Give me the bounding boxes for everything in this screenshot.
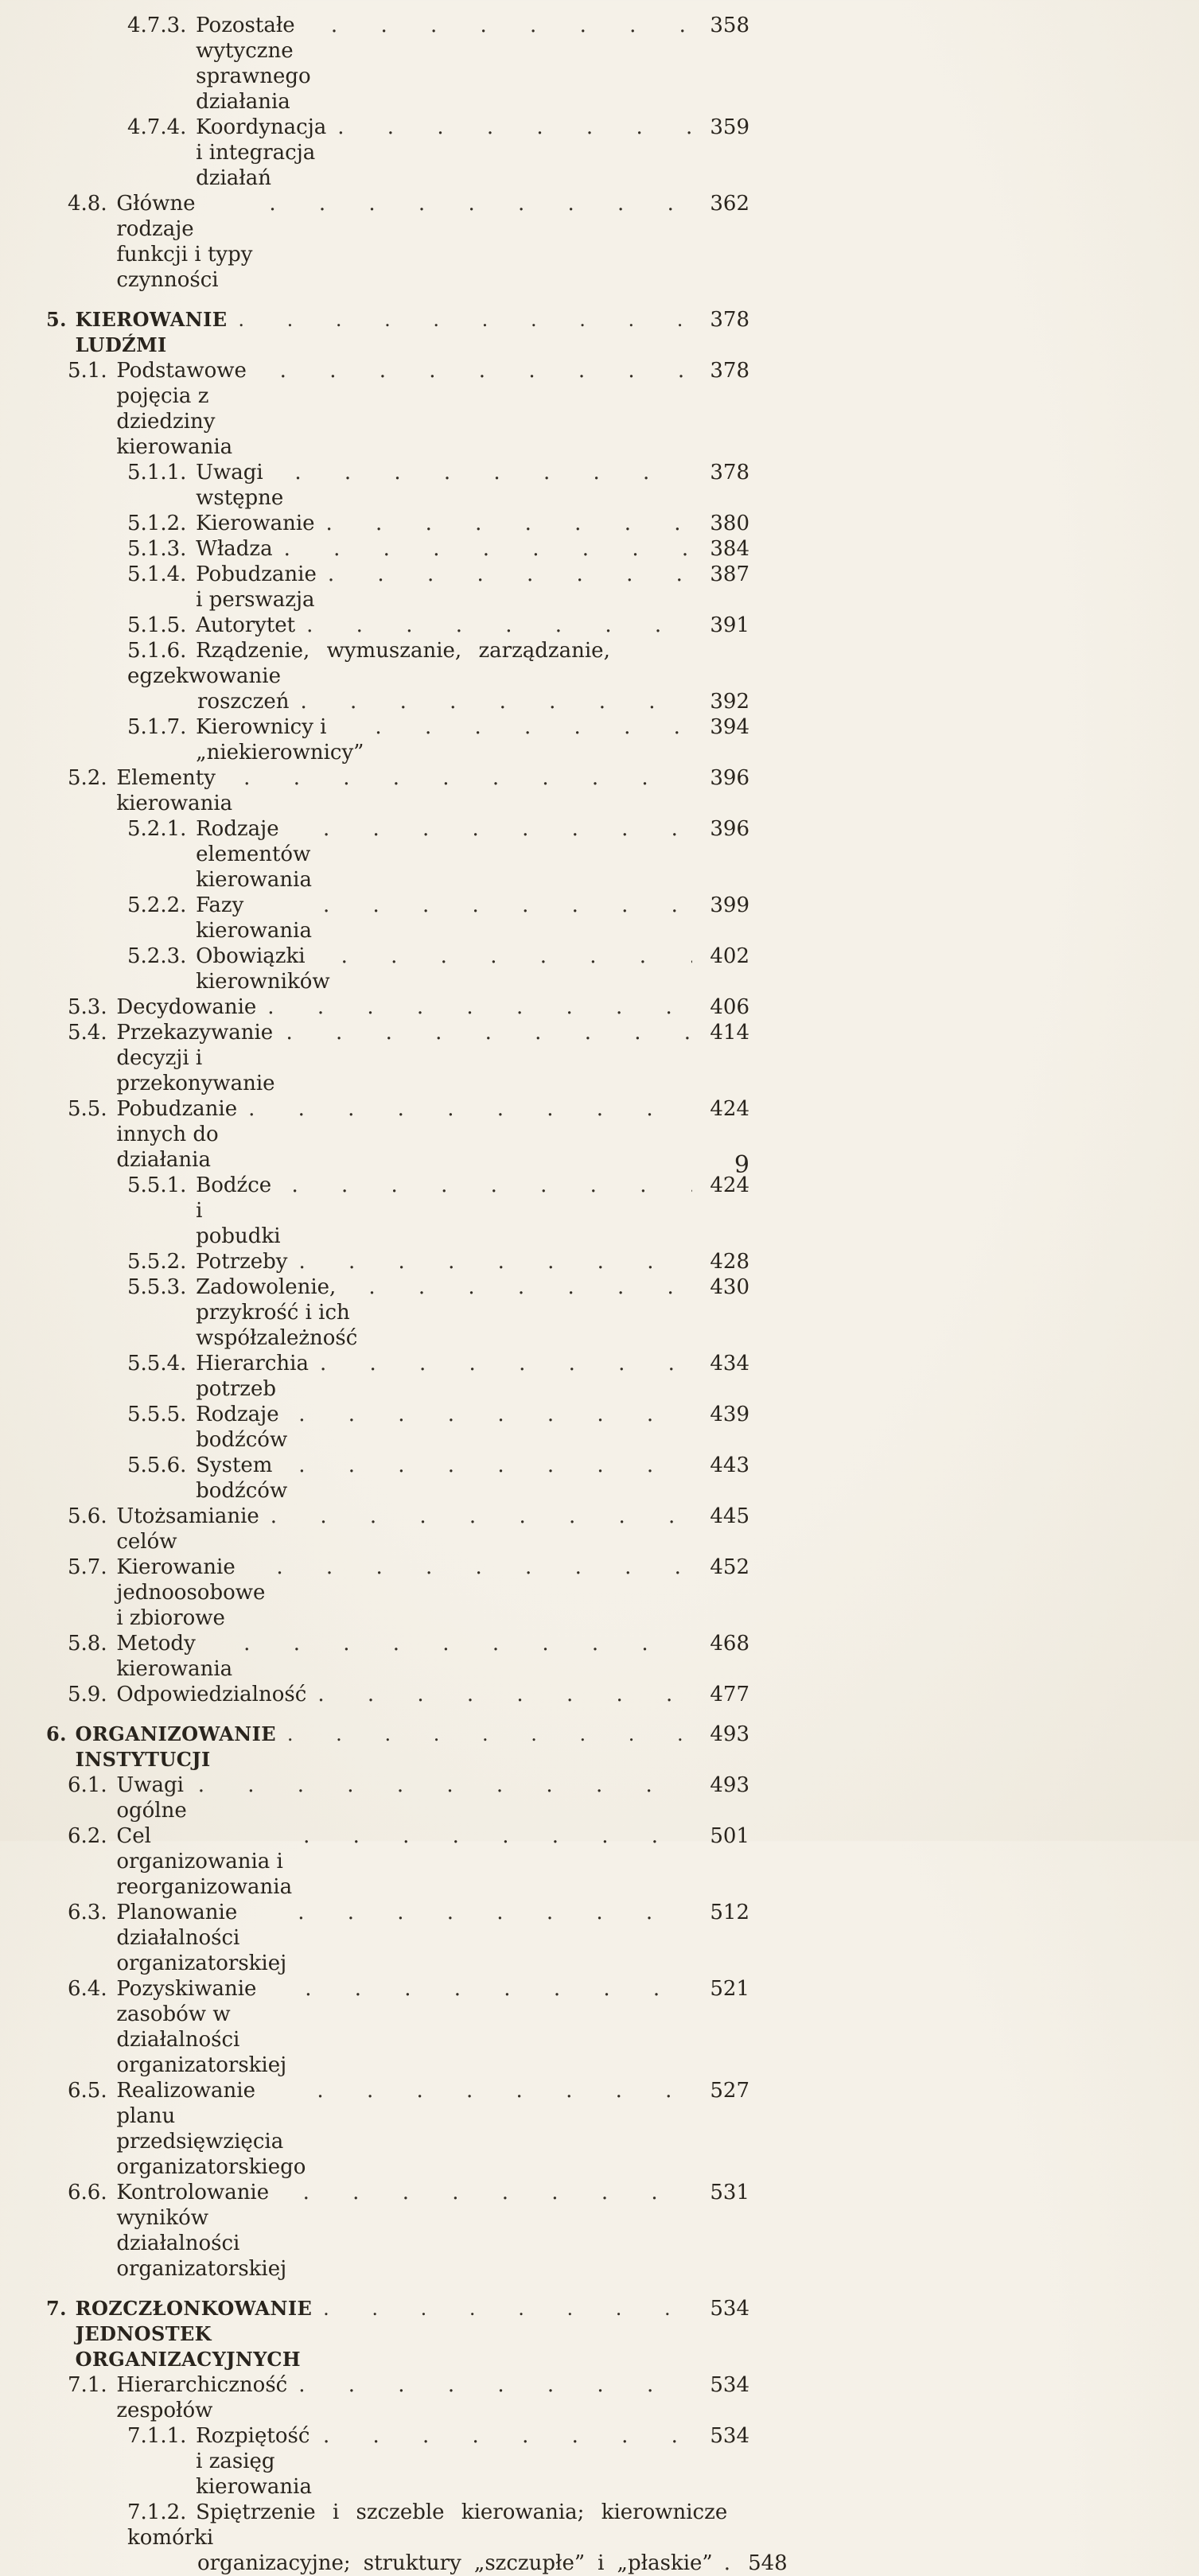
toc-entry-number: 5.2.: [68, 766, 107, 790]
toc-entry: [46, 2296, 749, 2372]
toc-entry-number: 6.3.: [68, 1901, 107, 1924]
toc-entry: [127, 613, 749, 638]
toc-entry: [68, 994, 749, 1020]
toc-entry: [68, 1682, 749, 1707]
toc-entry-page-number: 424: [710, 1173, 749, 1197]
dot-leader: [364, 714, 692, 740]
dot-leader: [713, 2551, 730, 2576]
toc-entry-first-line: [127, 2500, 749, 2551]
toc-entry-number: 6.2.: [68, 1824, 107, 1848]
dot-leader: [275, 1020, 692, 1045]
toc-entry: [127, 1173, 749, 1249]
toc-entry-page-number: 443: [710, 1453, 749, 1477]
toc-entry-title: Kierowanie jednoosobowe i zbiorowe: [116, 1555, 266, 1630]
toc-entry-number: 5.5.5.: [127, 1403, 187, 1426]
toc-entry-page-number: 512: [710, 1901, 749, 1924]
toc-entry: [68, 358, 749, 460]
dot-leader: [312, 2296, 692, 2321]
toc-entry-page-number: 384: [710, 537, 749, 561]
toc-entry: [68, 2372, 749, 2423]
toc-entry-title: Przekazywanie decyzji i przekonywanie: [116, 1021, 275, 1095]
toc-entry-page-number: 394: [710, 715, 749, 739]
toc-entry-title: ORGANIZOWANIE INSTYTUCJI: [75, 1722, 276, 1771]
toc-entry-number: 6.4.: [68, 1977, 107, 2001]
toc-entry-page-number: 501: [710, 1824, 749, 1848]
toc-entry-title: Metody kierowania: [116, 1632, 233, 1681]
toc-entry-page-number: 534: [710, 2424, 749, 2448]
toc-entry-title: Rządzenie, wymuszanie, zarządzanie, egzekwowanie: [127, 639, 610, 688]
dot-leader: [312, 2423, 692, 2449]
dot-leader: [258, 191, 692, 216]
toc-entry-second-line: [127, 2551, 788, 2576]
toc-entry-number: 5.5.: [68, 1097, 107, 1121]
dot-leader: [315, 511, 692, 536]
toc-entry-title: Decydowanie: [116, 995, 257, 1019]
dot-leader: [187, 1772, 692, 1798]
page-folio: 9: [734, 1151, 749, 1179]
toc-entry-number: 5.5.2.: [127, 1250, 187, 1274]
toc-entry: [46, 1722, 749, 1772]
toc-entry-number: 6.6.: [68, 2181, 107, 2204]
toc-entry: [68, 1900, 749, 1976]
toc-entry-number: 5.2.2.: [127, 893, 187, 917]
toc-entry-page-number: 445: [710, 1504, 749, 1528]
toc-entry-title: Koordynacja i integracja działań: [196, 115, 327, 190]
toc-entry-number: 5.4.: [68, 1021, 107, 1045]
toc-entry-number: 5.5.6.: [127, 1453, 187, 1477]
toc-entry-number: 6.: [46, 1722, 67, 1745]
toc-entry-title: Uwagi ogólne: [116, 1773, 187, 1823]
dot-leader: [286, 1900, 692, 1925]
toc-entry: [68, 1823, 749, 1900]
toc-entry-number: 7.1.2.: [127, 2500, 187, 2524]
toc-entry-number: 6.5.: [68, 2079, 107, 2103]
toc-entry-page-number: 452: [710, 1555, 749, 1579]
toc-entry-page-number: 378: [710, 359, 749, 383]
toc-entry-title: Podstawowe pojęcia z dziedziny kierowania: [116, 359, 247, 459]
toc-entry-page-number: 424: [710, 1097, 749, 1121]
toc-entry-page-number: 387: [710, 562, 749, 586]
toc-entry: [68, 1504, 749, 1555]
toc-entry: [68, 1772, 749, 1823]
toc-entry-title: Rozpiętość i zasięg kierowania: [196, 2424, 312, 2499]
toc-entry: [127, 638, 749, 714]
toc-entry-title: Kierownicy i „niekierownicy”: [196, 715, 364, 765]
toc-entry-title: Utożsamianie celów: [116, 1504, 259, 1554]
toc-entry-page-number: 359: [710, 115, 749, 139]
toc-entry-title: Rodzaje bodźców: [196, 1403, 288, 1452]
toc-entry: [127, 1249, 749, 1274]
toc-entry-page-number: 521: [710, 1977, 749, 2001]
toc-entry-number: 5.7.: [68, 1555, 107, 1579]
toc-entry-page-number: 527: [710, 2079, 749, 2103]
toc-entry-page-number: 434: [710, 1352, 749, 1376]
toc-entry-title: Pobudzanie i perswazja: [196, 562, 317, 612]
toc-entry: [68, 2078, 749, 2180]
toc-entry-page-number: 534: [710, 2297, 749, 2321]
toc-entry-page-number: 396: [710, 766, 749, 790]
toc-entry-page-number: 358: [710, 14, 749, 37]
dot-leader: [306, 1682, 692, 1707]
toc-entry-title: Zadowolenie, przykrość i ich współzależność: [196, 1275, 358, 1350]
dot-leader: [312, 893, 692, 918]
toc-entry-page-number: 378: [710, 308, 749, 332]
dot-leader: [281, 1173, 693, 1198]
toc-entry: [127, 1402, 749, 1453]
dot-leader: [256, 994, 692, 1020]
toc-entry: [127, 2500, 788, 2576]
toc-entry-number: 6.1.: [68, 1773, 107, 1797]
toc-entry: [68, 2180, 749, 2282]
toc-entry-number: 5.1.1.: [127, 461, 187, 484]
toc-entry: [68, 1096, 749, 1173]
toc-entry: [46, 307, 749, 358]
toc-entry-number: 5.: [46, 308, 67, 331]
toc-entry-title: Fazy kierowania: [196, 893, 312, 943]
toc-entry-title: ROZCZŁONKOWANIE JEDNOSTEK ORGANIZACYJNYCH: [75, 2297, 313, 2371]
toc-entry-title: KIEROWANIE LUDŹMI: [75, 308, 228, 356]
toc-entry-page-number: 396: [710, 817, 749, 841]
dot-leader: [326, 115, 692, 140]
toc-entry-title: System bodźców: [196, 1453, 288, 1503]
toc-entry-title: Bodźce i pobudki: [196, 1173, 281, 1248]
toc-entry-title: Elementy kierowania: [116, 766, 233, 815]
toc-entry-page-number: 399: [710, 893, 749, 917]
dot-leader: [287, 1402, 692, 1427]
toc-entry-page-number: 493: [710, 1722, 749, 1746]
toc-entry-first-line: [127, 638, 749, 689]
toc-entry-page-number: 430: [710, 1275, 749, 1299]
dot-leader: [290, 689, 692, 714]
toc-entry-number: 5.5.4.: [127, 1352, 187, 1376]
toc-entry-number: 5.5.3.: [127, 1275, 187, 1299]
dot-leader: [294, 1976, 692, 2002]
toc-entry-title: Cel organizowania i reorganizowania: [116, 1824, 293, 1899]
toc-entry-number: 7.: [46, 2297, 67, 2320]
toc-entry: [127, 511, 749, 536]
toc-entry-title: Rodzaje elementów kierowania: [196, 817, 312, 892]
toc-entry: [127, 714, 749, 765]
toc-entry-page-number: 428: [710, 1250, 749, 1274]
dot-leader: [292, 2180, 692, 2205]
toc-entry-page-number: 362: [710, 192, 749, 216]
toc-entry-number: 5.1.4.: [127, 562, 187, 586]
dot-leader: [269, 358, 692, 383]
toc-entry-page-number: 468: [710, 1632, 749, 1656]
toc-entry-title: Odpowiedzialność: [116, 1683, 307, 1706]
toc-entry-title: Potrzeby: [196, 1250, 288, 1274]
dot-leader: [320, 13, 692, 38]
dot-leader: [295, 613, 692, 638]
toc-entry-page-number: 402: [710, 944, 749, 968]
toc-entry-number: 5.9.: [68, 1683, 107, 1706]
dot-leader: [292, 1823, 692, 1849]
toc-entry-number: 7.1.: [68, 2373, 107, 2397]
toc-entry-page-number: 534: [710, 2373, 749, 2397]
toc-entry-page-number: 477: [710, 1683, 749, 1706]
toc-entry-number: 5.2.1.: [127, 817, 187, 841]
toc-entry: [127, 460, 749, 511]
dot-leader: [237, 1096, 692, 1122]
dot-leader: [287, 1453, 692, 1478]
toc-entry-page-number: 380: [710, 512, 749, 535]
toc-entry: [127, 893, 749, 944]
toc-entry: [127, 944, 749, 994]
toc-entry-number: 4.8.: [68, 192, 107, 216]
dot-leader: [273, 536, 692, 562]
toc-entry-number: 5.1.: [68, 359, 107, 383]
dot-leader: [276, 1722, 692, 1747]
toc-entry-title-continuation: roszczeń: [197, 690, 290, 714]
toc-entry-title-continuation: organizacyjne; struktury „szczupłe” i „płaskie”: [197, 2551, 713, 2575]
toc-entry: [127, 13, 749, 115]
dot-leader: [232, 1631, 692, 1656]
dot-leader: [283, 460, 692, 485]
toc-entry-number: 5.1.6.: [127, 639, 187, 663]
toc-entry: [68, 1631, 749, 1682]
dot-leader: [312, 816, 692, 842]
dot-leader: [306, 2078, 692, 2103]
toc-entry: [127, 1274, 749, 1351]
toc-entry-title: Obowiązki kierowników: [196, 944, 330, 994]
dot-leader: [288, 1249, 693, 1274]
toc-entry: [68, 1976, 749, 2078]
toc-entry: [127, 816, 749, 893]
toc-entry-number: 5.8.: [68, 1632, 107, 1656]
toc-entry-page-number: 391: [710, 613, 749, 637]
toc-entry-title: Spiętrzenie i szczeble kierowania; kierownicze komórki: [127, 2500, 728, 2550]
toc-entry: [68, 765, 749, 816]
toc-entry-number: 7.1.1.: [127, 2424, 187, 2448]
toc-entry-number: 5.6.: [68, 1504, 107, 1528]
toc-entry: [127, 536, 749, 562]
toc-entry: [127, 1351, 749, 1402]
dot-leader: [232, 765, 692, 791]
toc-entry-title: Kontrolowanie wyników działalności organizatorskiej: [116, 2181, 287, 2281]
dot-leader: [287, 2372, 692, 2398]
toc-entry-title: Pozyskiwanie zasobów w działalności organizatorskiej: [116, 1977, 287, 2077]
toc-entry-number: 5.1.7.: [127, 715, 187, 739]
toc-entry-page-number: 392: [710, 690, 749, 714]
toc-entry-number: 5.1.5.: [127, 613, 187, 637]
toc-entry-number: 5.3.: [68, 995, 107, 1019]
toc-entry-page-number: 439: [710, 1403, 749, 1426]
toc-entry: [127, 115, 749, 191]
toc-entry-title: Pobudzanie innych do działania: [116, 1097, 238, 1172]
toc-entry-number: 5.2.3.: [127, 944, 187, 968]
table-of-contents: [46, 13, 788, 2576]
toc-entry-number: 5.1.3.: [127, 537, 187, 561]
toc-entry: [127, 1453, 749, 1504]
toc-entry-page-number: 531: [710, 2181, 749, 2204]
toc-entry-title: Pozostałe wytyczne sprawnego działania: [196, 14, 311, 114]
toc-entry-title: Kierowanie: [196, 512, 315, 535]
toc-entry-second-line: [127, 689, 749, 714]
dot-leader: [357, 1274, 692, 1300]
dot-leader: [265, 1555, 692, 1580]
toc-entry-number: 5.1.2.: [127, 512, 187, 535]
toc-entry-page-number: 548: [748, 2551, 788, 2575]
toc-entry-title: Władza: [196, 537, 273, 561]
dot-leader: [330, 944, 692, 969]
toc-entry: [68, 191, 749, 293]
dot-leader: [259, 1504, 692, 1529]
toc-entry-page-number: 406: [710, 995, 749, 1019]
toc-entry: [68, 1020, 749, 1096]
dot-leader: [317, 562, 692, 587]
toc-entry: [127, 562, 749, 613]
toc-entry-number: 4.7.4.: [127, 115, 187, 139]
toc-entry-title: Realizowanie planu przedsięwzięcia organizatorskiego: [116, 2079, 306, 2179]
dot-leader: [309, 1351, 692, 1376]
toc-entry-number: 4.7.3.: [127, 14, 187, 37]
dot-leader: [227, 307, 692, 333]
toc-entry-number: 5.5.1.: [127, 1173, 187, 1197]
toc-entry-title: Autorytet: [196, 613, 296, 637]
toc-entry-page-number: 378: [710, 461, 749, 484]
toc-entry-title: Hierarchia potrzeb: [196, 1352, 309, 1401]
toc-entry: [68, 1555, 749, 1631]
toc-entry-title: Hierarchiczność zespołów: [116, 2373, 288, 2422]
toc-entry-page-number: 414: [710, 1021, 749, 1045]
toc-entry-title: Główne rodzaje funkcji i typy czynności: [116, 192, 253, 292]
toc-entry-title: Planowanie działalności organizatorskiej: [116, 1901, 287, 1975]
toc-entry-page-number: 493: [710, 1773, 749, 1797]
toc-entry-title: Uwagi wstępne: [196, 461, 284, 510]
toc-entry: [127, 2423, 749, 2500]
